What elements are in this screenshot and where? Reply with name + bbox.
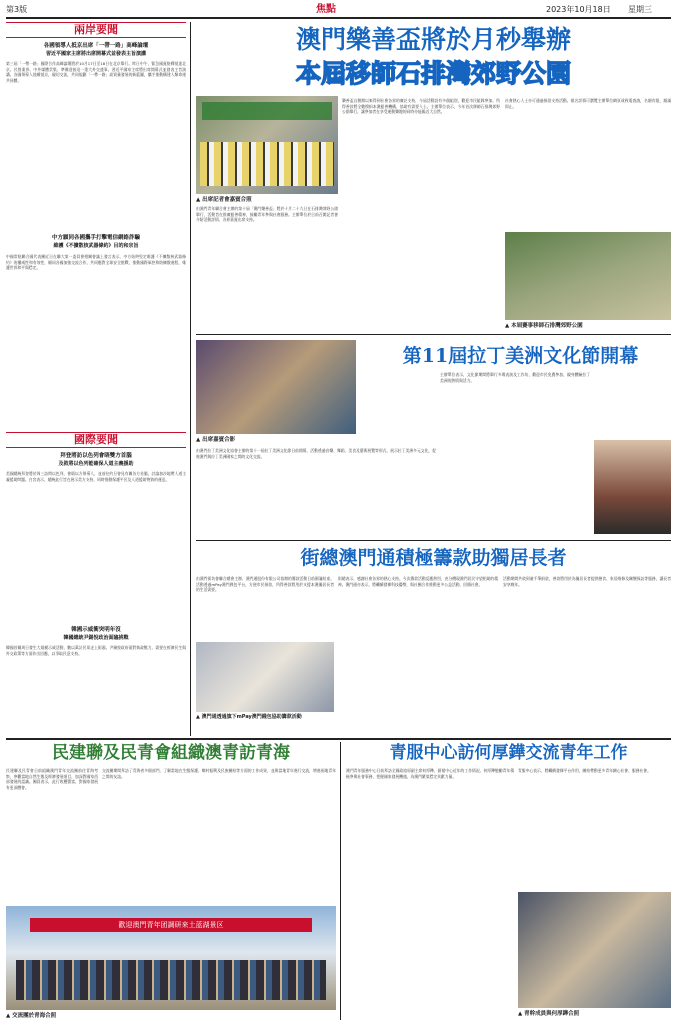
- venue-caption: ▲ 本屆賽事移師石排灣郊野公園: [505, 323, 583, 329]
- qinghai-body-1: 民建聯及民青會日前組織澳門青年交流團前往青海考察，參觀當地自然生態及經濟發展項目，加深對國家西部發展的認識。團員表示，此行收穫豐富，對國家發展有更深體會。: [6, 768, 98, 790]
- issue-date: 2023年10月18日: [546, 5, 611, 14]
- story4-body: 韓國首爾周日發生大規模示威活動，數以萬計民眾走上街頭。尹錫悅政府面對執政壓力，需要在經濟民生與外交政策等方面作出回應，以爭取民意支持。: [6, 645, 186, 656]
- fundraising-body-1: 由澳門街坊會聯合總會主辦、澳門通股份有限公司協辦的籌款活動日前圓滿結束。活動透過mPay澳門錢包平台，方便市民捐款，所得善款將用於支援本澳獨居長者的生活需要。: [196, 576, 334, 593]
- story-main-body-2: 樂善盃自創辦以來得到社會各界的廣泛支持，今屆活動設有多個組別，歡迎市民組隊參加。所得善款將全數撥捐本澳慈善機構，協助有需要人士。主辦單位表示，今年首次移師石排灣郊野公園舉行，讓參加者在享受運動樂趣的同時亦能親近大自然。: [342, 98, 500, 115]
- bottom-rule: [6, 738, 671, 740]
- story3-body: 美國總統拜登將於周三訪問以色列，會晤以方領導人，並前往約旦會見有關各方首腦，討論加沙地帶人道主義援助問題。白宮表示，總統此行旨在展示美方支持，同時推動保護平民及人道援助物資的運送。: [6, 471, 186, 482]
- story-main-body-1: 由澳門青年聯合會主辦的第十屆「澳門樂善盃」將於十月二十九日在石排灣郊野公園舉行，活動旨在推廣慈善精神，鼓勵青年參與社會服務。主辦單位於日前召開記者會介紹活動詳情，各界嘉賓出席支持。: [196, 206, 338, 223]
- festival-photo: [196, 340, 356, 434]
- page-header: [6, 4, 671, 16]
- festival-body-2: 主辦單位表示，文化節期間將舉行多場表演及工作坊，歡迎市民免費參加，親身體驗拉丁美洲的熱情與活力。: [440, 372, 590, 383]
- story4-headline: 韓國示威衝突明年沒: [71, 627, 121, 633]
- youth-center-body-1: 澳門青年服務中心日前拜訪全國政協原副主席何厚鏵，匯報中心近年的工作情況。何厚鏵勉勵青年積極參與社會事務，把握國家發展機遇，為澳門繁榮穩定貢獻力量。: [346, 768, 514, 779]
- story2-subheadline: 維護《不擴散核武器條約》目的和宗旨: [53, 243, 139, 249]
- header-rule: [6, 17, 671, 19]
- section-international: 國際要聞: [6, 432, 186, 448]
- youth-center-body-2: 青服中心表示，將繼續發揮平台作用，團結帶動更多青年關心社會、服務社會。: [518, 768, 651, 773]
- story3-subheadline: 及敘將以色列能確保人道主義援助: [58, 461, 134, 467]
- qinghai-photo: [6, 906, 336, 1010]
- youth-center-photo: [518, 892, 671, 1008]
- story2-body: 中國常駐聯合國代表團近日在聯大第一委員會相關會議上發言表示，中方始終堅定維護《不擴散核武器條約》的權威性和有效性，願同各國加強交流合作，共同應對全球安全挑戰，推動國際軍控和防擴散進程，維護世界和平與穩定。: [6, 254, 186, 271]
- youth-center-caption: ▲ 青幹成員與何厚鏵合照: [518, 1011, 580, 1017]
- festival-caption: ▲ 出席嘉賓合影: [196, 437, 236, 443]
- youth-center-headline: 青服中心訪何厚鏵交流青年工作: [389, 743, 628, 763]
- story-divider-2: [196, 540, 671, 541]
- qinghai-headline: 民建聯及民青會組織澳青訪青海: [52, 743, 290, 763]
- story1-body: 第三屆「一帶一路」國際合作高峰論壇將於10月17日至18日在北京舉行。昨日中午，緊急國賓絡繹抵達北京。民營業界、中外媒體雲集，準備迎接這一重大外交盛事。習近平國家主席將出席開幕式並發表主旨演講。各國領導人陸續抵京，親切交流，共同規劃「一帶一路」高質量發展的新藍圖，攜手推動構建人類命運共同體。: [6, 61, 186, 83]
- main-headline: 澳門樂善盃將於月秒舉辦: [295, 25, 571, 54]
- story4-subheadline: 韓國總統尹錫悅政治面臨挑戰: [63, 635, 129, 641]
- festival-body-1: 由澳門拉丁美洲文化協會主辦的第十一屆拉丁美洲文化節日前開幕，活動透過音樂、舞蹈、美食及藝術展覽等形式，展示拉丁美洲多元文化，促進澳門與拉丁美洲國家之間的文化交流。: [196, 448, 436, 459]
- photo-caption: ▲ 出席記者會嘉賓合照: [196, 197, 252, 203]
- page-number: 第3版: [6, 5, 28, 14]
- story-main-body-3: 社會熱心人士亦可通過捐款支持活動。報名詳情可瀏覽主辦單位網頁或致電查詢，名額有限，額滿即止。: [505, 98, 671, 109]
- fundraising-photo: [196, 642, 334, 712]
- story-divider: [196, 334, 671, 335]
- fundraising-caption: ▲ 澳門通透過旗下mPay澳門錢包協助籌款活動: [196, 714, 302, 720]
- qinghai-body-2: 交流團期間拜訪了青海省多個部門，了解當地在生態保護、鄉村振興及民族團結等方面的工作成果，並與當地青年進行交流，增進兩地青年之間的友誼。: [102, 768, 336, 779]
- story1-headline: 各國領導人抵京出席「一帶一路」高峰論壇: [43, 43, 149, 49]
- section-cross-strait: 兩岸要聞: [6, 22, 186, 38]
- portrait-photo: [594, 440, 671, 534]
- festival-headline: 第11屆拉丁美洲文化節開幕: [402, 345, 639, 367]
- story1-subheadline: 習近平國家主席將出席開幕式並發表主旨演講: [45, 51, 146, 57]
- group-photo: [196, 96, 338, 194]
- fundraising-headline: 街總澳門通積極籌款助獨居長者: [300, 547, 567, 569]
- fundraising-body-2: 街總表示，感謝社會各界的熱心支持。今次籌款活動反應熱烈，充分體現澳門居民守望相助的精神。澳門通亦表示，將繼續發揮科技優勢，與社團合作推動更多公益活動，回饋社會。: [338, 576, 498, 587]
- fundraising-body-3: 活動期間共收到逾千筆捐款，善款將用於為獨居長者提供膳食、家居維修及關懷探訪等服務，讓長者安享晚年。: [503, 576, 671, 587]
- venue-photo: [505, 232, 671, 320]
- column-divider: [190, 22, 191, 736]
- welcome-banner: 歡迎澳門青年团調研來土蓝湖景区: [30, 918, 312, 932]
- story3-headline: 拜登將訪以色列會晤雙方首腦: [60, 453, 132, 459]
- story2-headline: 中方願同各國攜手打擊電信網絡詐騙: [51, 235, 140, 241]
- main-subheadline: 本屆移師石排灣郊野公園: [295, 59, 571, 88]
- masthead: 焦點: [316, 4, 336, 15]
- qinghai-caption: ▲ 交流團於青海合照: [6, 1013, 57, 1019]
- weekday: 星期三: [628, 5, 652, 14]
- bottom-divider: [340, 742, 341, 1020]
